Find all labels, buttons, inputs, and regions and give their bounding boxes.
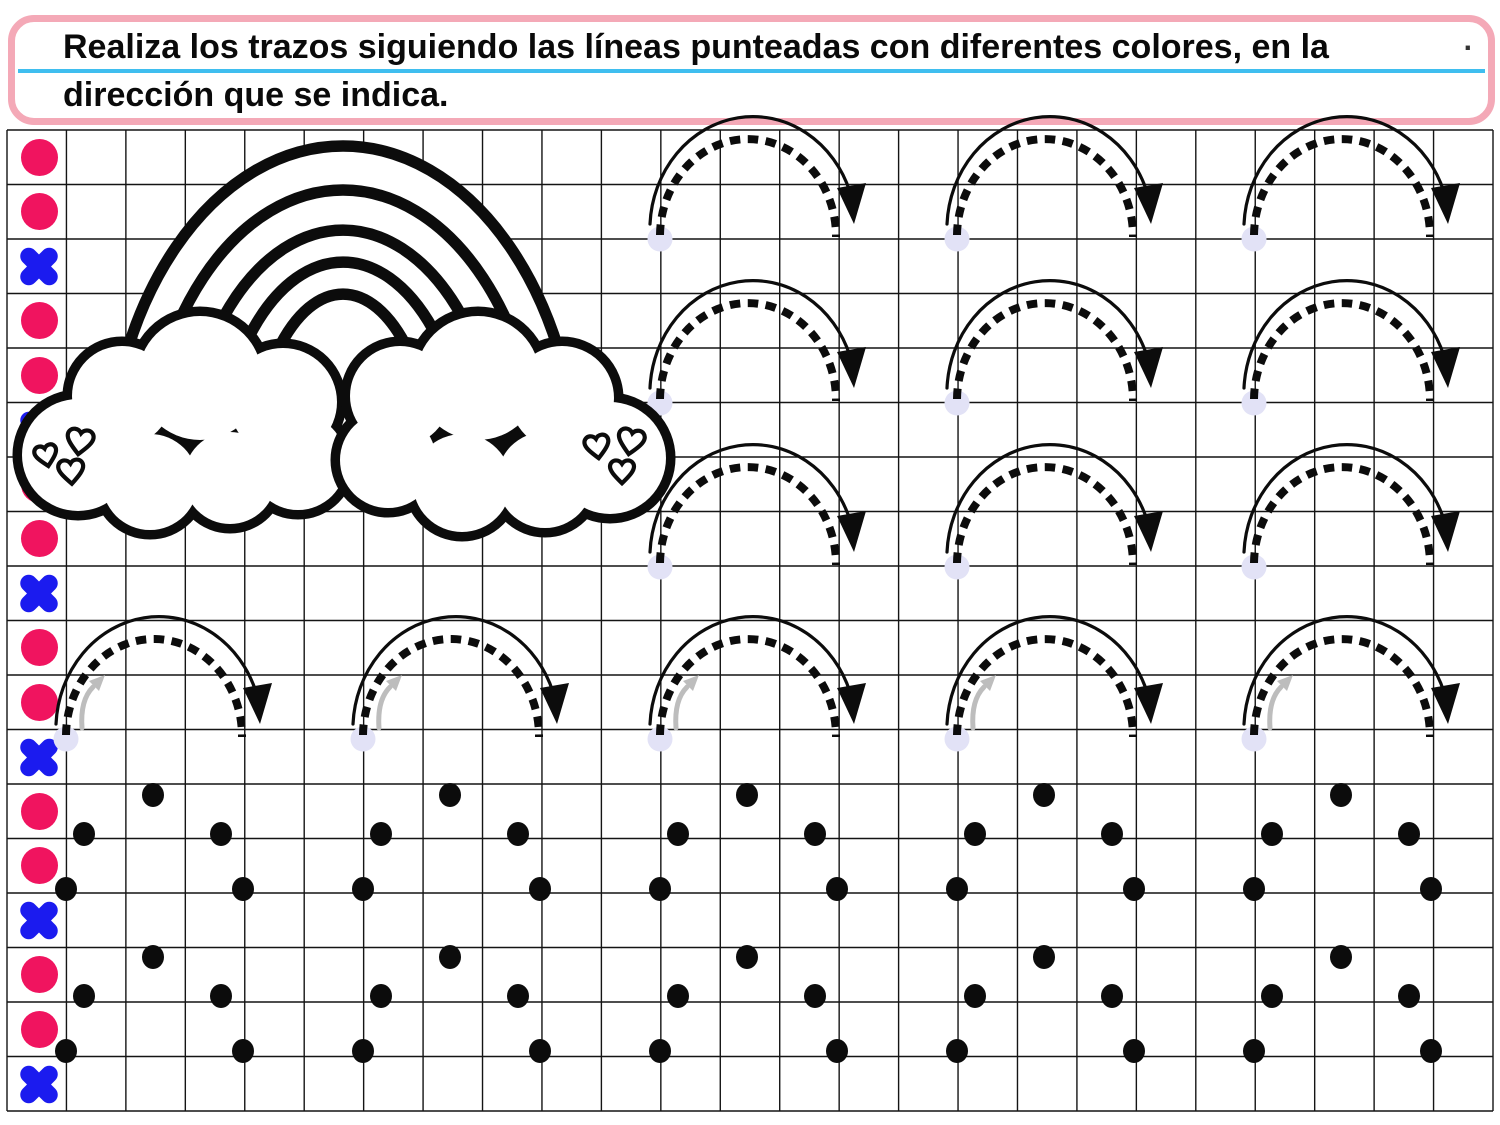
trace-guide-dot: [1398, 984, 1420, 1008]
trace-guide-dot: [804, 984, 826, 1008]
zigzag-mountain-unit: [55, 783, 254, 901]
instruction-line1: Realiza los trazos siguiendo las líneas punteadas con diferentes colores, en la: [63, 28, 1329, 66]
direction-arrowhead-icon: [837, 683, 866, 724]
direction-arrowhead-icon: [837, 183, 866, 224]
trace-guide-dot: [529, 1039, 551, 1063]
direction-arrowhead-icon: [1431, 511, 1460, 552]
direction-arrowhead-icon: [540, 683, 569, 724]
start-hint-arrow: [676, 687, 687, 728]
trace-guide-dot: [1420, 877, 1442, 901]
start-hint-arrow: [82, 687, 93, 728]
trace-guide-dot: [529, 877, 551, 901]
dotted-trace-arc: [660, 139, 836, 237]
stray-period-mark: .: [1463, 24, 1472, 57]
direction-arrowhead-icon: [837, 511, 866, 552]
trace-guide-dot: [232, 877, 254, 901]
dotted-trace-arc: [660, 303, 836, 401]
trace-guide-dot: [1261, 822, 1283, 846]
trace-guide-dot: [667, 822, 689, 846]
dotted-trace-arc: [957, 467, 1133, 565]
trace-guide-dot: [649, 1039, 671, 1063]
direction-arrowhead-icon: [1134, 183, 1163, 224]
zigzag-mountain-unit: [55, 945, 254, 1063]
direction-arrowhead-icon: [1134, 347, 1163, 388]
trace-guide-dot: [736, 783, 758, 807]
trace-guide-dot: [1123, 877, 1145, 901]
instruction-line2: dirección que se indica.: [63, 76, 449, 114]
direction-arrowhead-icon: [1431, 183, 1460, 224]
trace-guide-dot: [507, 822, 529, 846]
direction-arc: [947, 117, 1147, 224]
direction-arc: [947, 445, 1147, 552]
start-hint-arrow: [379, 687, 390, 728]
trace-guide-dot: [232, 1039, 254, 1063]
trace-guide-dot: [1033, 783, 1055, 807]
direction-arc: [650, 617, 850, 724]
direction-arc: [947, 281, 1147, 388]
direction-arrowhead-icon: [1431, 683, 1460, 724]
direction-arc: [947, 617, 1147, 724]
start-hint-arrow: [973, 687, 984, 728]
direction-arrowhead-icon: [837, 347, 866, 388]
dotted-trace-arc: [957, 303, 1133, 401]
zigzag-mountain-unit: [946, 945, 1145, 1063]
trace-guide-dot: [507, 984, 529, 1008]
trace-guide-dot: [370, 984, 392, 1008]
trace-guide-dot: [370, 822, 392, 846]
direction-arrowhead-icon: [1134, 683, 1163, 724]
arc-trace-unit: [1242, 617, 1461, 752]
zigzag-mountain-unit: [352, 945, 551, 1063]
trace-guide-dot: [964, 984, 986, 1008]
direction-arc: [1244, 445, 1444, 552]
trace-guide-dot: [1033, 945, 1055, 969]
direction-arrowhead-icon: [1431, 347, 1460, 388]
dotted-trace-arc: [1254, 139, 1430, 237]
direction-arc: [56, 617, 256, 724]
trace-guide-dot: [210, 984, 232, 1008]
direction-arc: [1244, 117, 1444, 224]
dotted-trace-arc: [660, 467, 836, 565]
trace-guide-dot: [210, 822, 232, 846]
trace-guide-dot: [736, 945, 758, 969]
trace-guide-dot: [826, 1039, 848, 1063]
trace-guide-dot: [352, 1039, 374, 1063]
trace-guide-dot: [55, 1039, 77, 1063]
cloud-puff-fill: [102, 434, 198, 530]
direction-arc: [650, 117, 850, 224]
direction-arc: [1244, 617, 1444, 724]
trace-guide-dot: [352, 877, 374, 901]
dotted-trace-arc: [1254, 303, 1430, 401]
trace-guide-dot: [1243, 1039, 1265, 1063]
zigzag-mountain-unit: [1243, 945, 1442, 1063]
start-hint-arrow: [1270, 687, 1281, 728]
trace-guide-dot: [439, 945, 461, 969]
trace-guide-dot: [1330, 945, 1352, 969]
trace-guide-dot: [826, 877, 848, 901]
trace-guide-dot: [1101, 984, 1123, 1008]
direction-arc: [650, 445, 850, 552]
zigzag-mountain-unit: [1243, 783, 1442, 901]
direction-arc: [1244, 281, 1444, 388]
arc-trace-unit: [54, 617, 273, 752]
arc-trace-unit: [945, 617, 1164, 752]
trace-guide-dot: [73, 984, 95, 1008]
cloud-puff-fill: [497, 432, 593, 528]
trace-guide-dot: [649, 877, 671, 901]
direction-arrowhead-icon: [243, 683, 272, 724]
arc-trace-unit: [648, 617, 867, 752]
direction-arc: [353, 617, 553, 724]
zigzag-mountain-unit: [649, 783, 848, 901]
zigzag-dot-exercises: [55, 783, 1442, 1063]
trace-guide-dot: [1330, 783, 1352, 807]
trace-guide-dot: [964, 822, 986, 846]
arc-trace-unit: [351, 617, 570, 752]
direction-arc: [650, 281, 850, 388]
zigzag-mountain-unit: [946, 783, 1145, 901]
dotted-trace-arc: [1254, 467, 1430, 565]
trace-guide-dot: [946, 1039, 968, 1063]
trace-guide-dot: [142, 783, 164, 807]
trace-guide-dot: [1261, 984, 1283, 1008]
trace-guide-dot: [804, 822, 826, 846]
trace-guide-dot: [142, 945, 164, 969]
dotted-trace-arc: [957, 139, 1133, 237]
trace-guide-dot: [439, 783, 461, 807]
trace-guide-dot: [946, 877, 968, 901]
direction-arrowhead-icon: [1134, 511, 1163, 552]
rainbow-clipart: [22, 146, 666, 532]
trace-guide-dot: [1398, 822, 1420, 846]
cloud-puff-fill: [413, 434, 511, 532]
trace-guide-dot: [55, 877, 77, 901]
trace-guide-dot: [1123, 1039, 1145, 1063]
trace-guide-dot: [73, 822, 95, 846]
trace-guide-dot: [1420, 1039, 1442, 1063]
trace-guide-dot: [1243, 877, 1265, 901]
trace-guide-dot: [1101, 822, 1123, 846]
zigzag-mountain-unit: [352, 783, 551, 901]
zigzag-mountain-unit: [649, 945, 848, 1063]
trace-guide-dot: [667, 984, 689, 1008]
